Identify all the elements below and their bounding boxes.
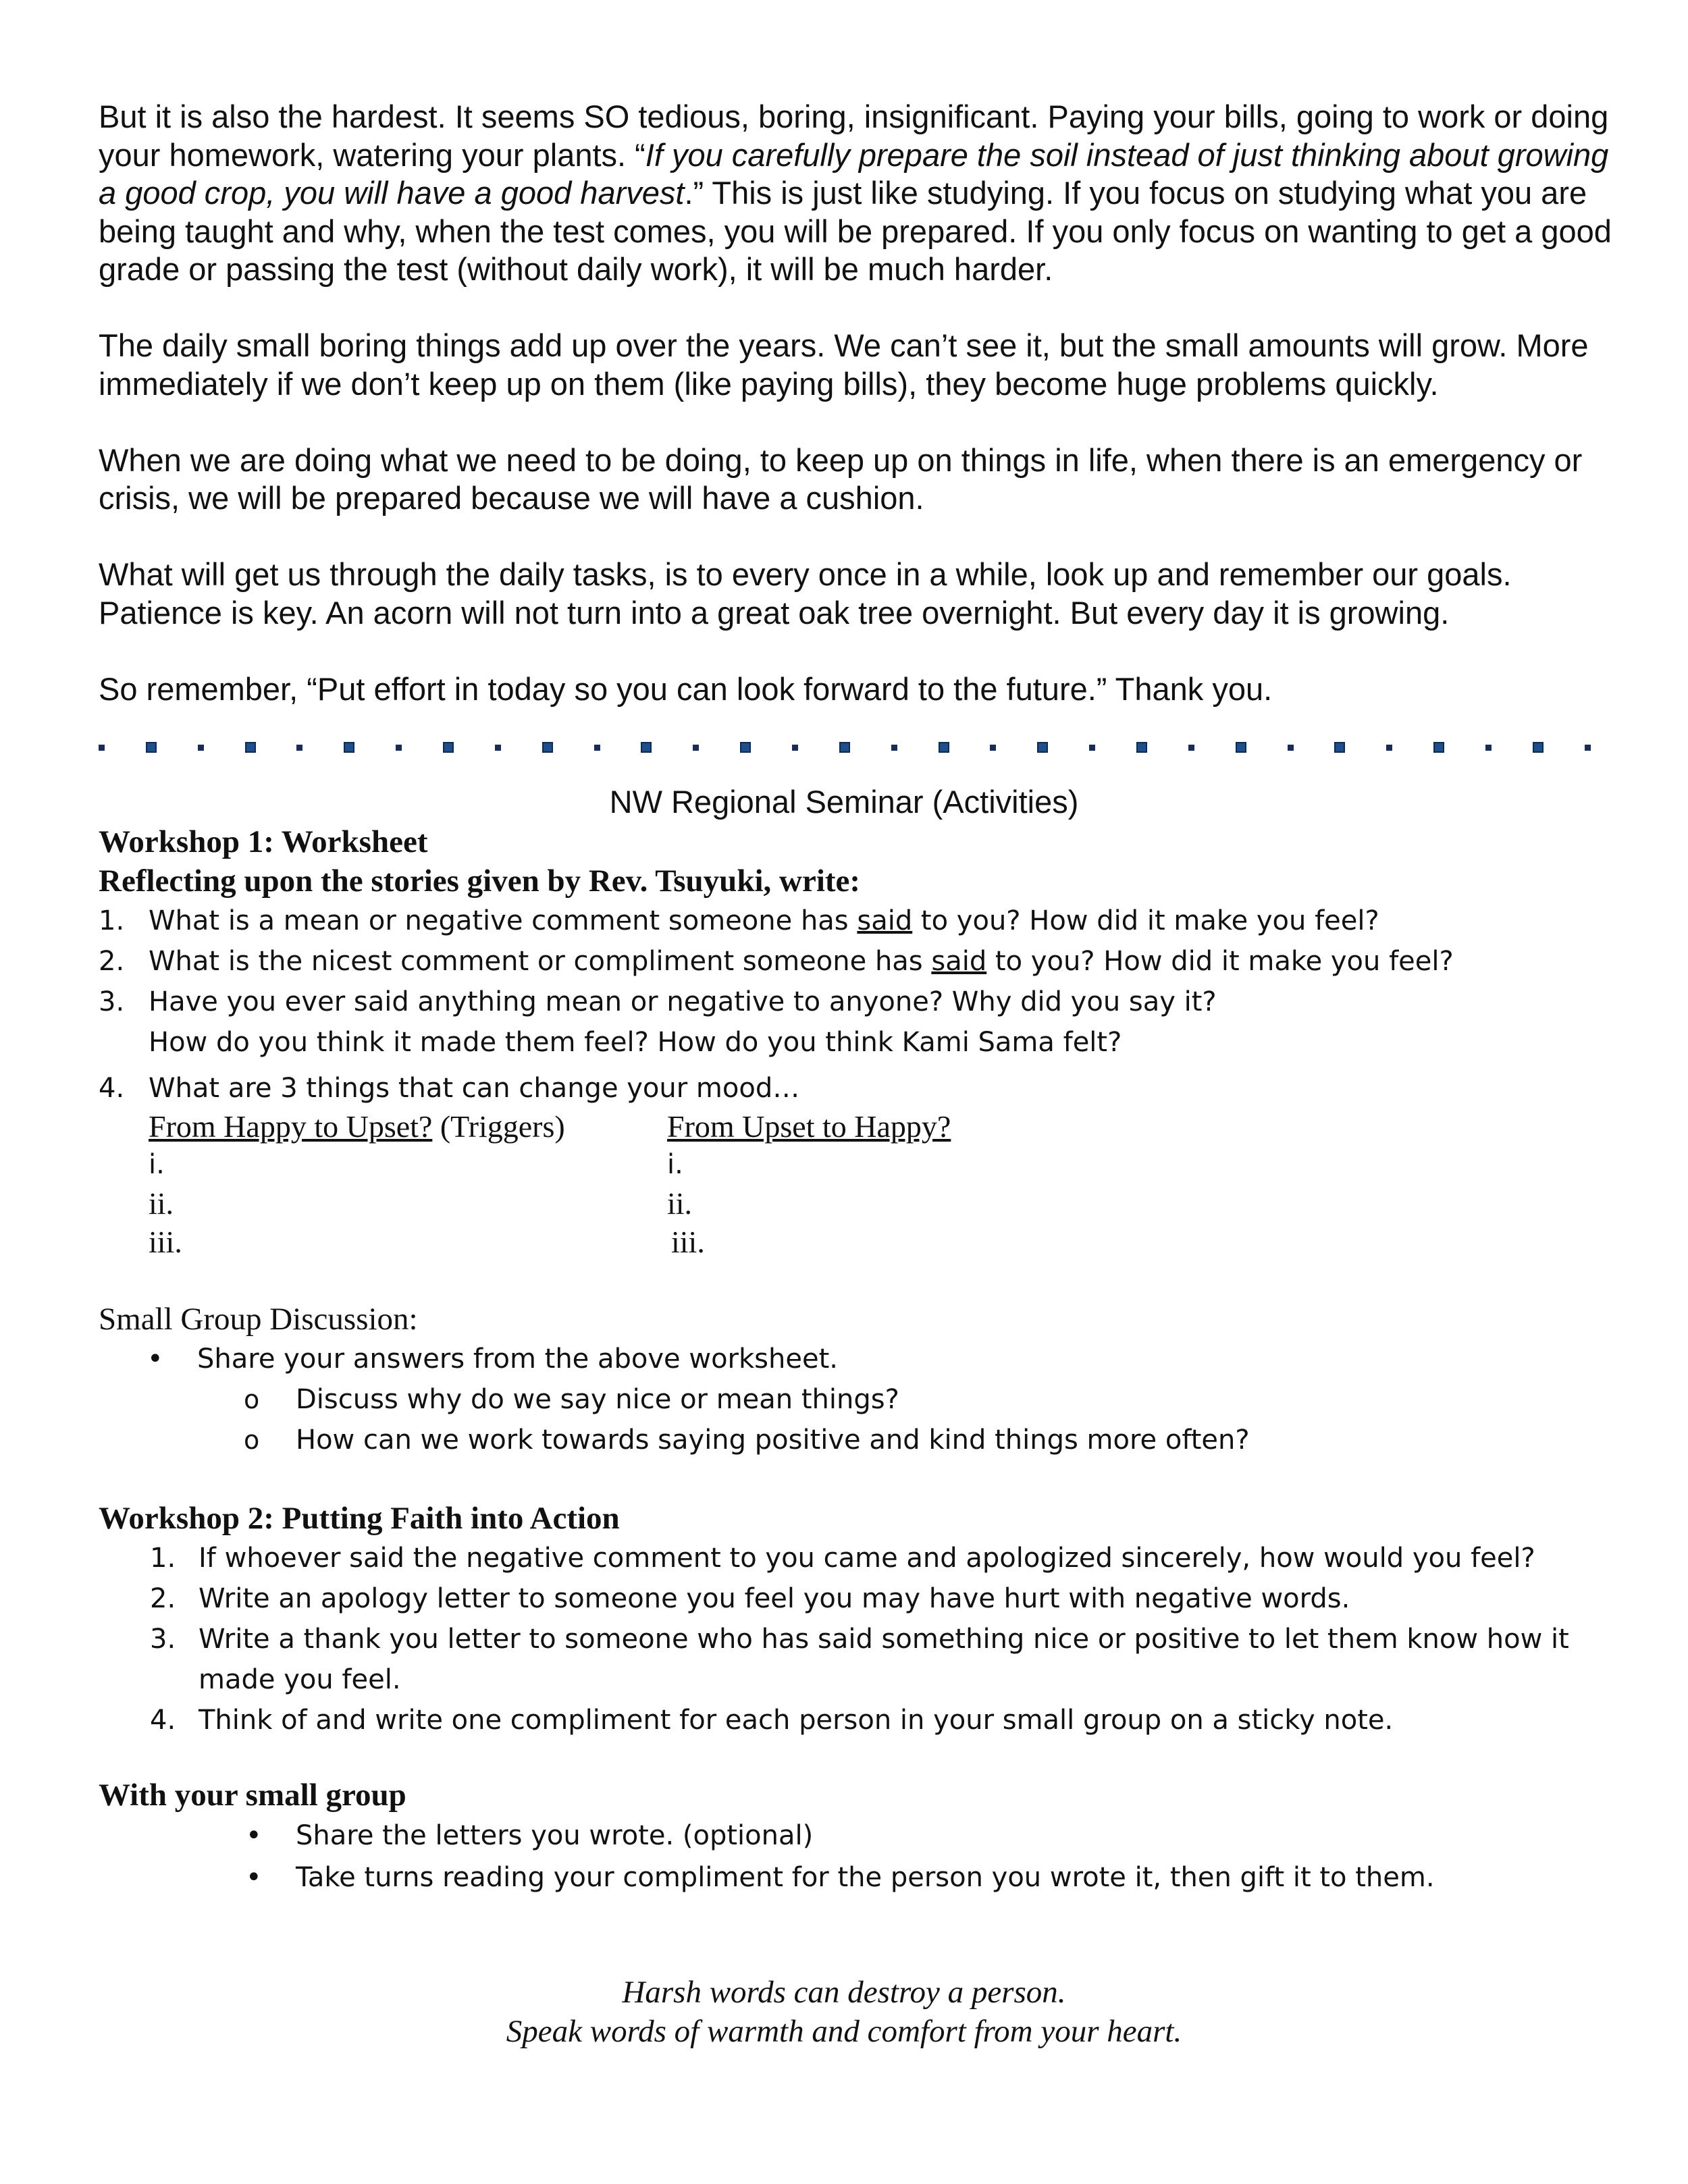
sub-bullet-text: Discuss why do we say nice or mean things? xyxy=(296,1384,899,1415)
essay-paragraph-5: So remember, “Put effort in today so you can look forward to the future.” Thank you. xyxy=(99,670,1273,707)
item-text: If whoever said the negative comment to you came and apologized sincerely, how would you feel? xyxy=(199,1543,1535,1574)
list-item xyxy=(99,1857,1618,1898)
list-item xyxy=(99,1538,1618,1578)
divider-dot xyxy=(792,745,798,751)
list-item xyxy=(99,1619,1618,1700)
mood-row: iii. xyxy=(149,1225,182,1259)
divider-dot xyxy=(594,745,600,751)
item-number: 3. xyxy=(150,1624,176,1655)
divider-dot xyxy=(99,745,105,751)
workshop-2-tasks xyxy=(99,1538,1618,1740)
small-group-heading: With your small group xyxy=(99,1778,406,1813)
mood-left-suffix: (Triggers) xyxy=(432,1109,565,1144)
bullet-icon: • xyxy=(246,1820,262,1851)
divider-dot xyxy=(495,745,501,751)
bullet-text: Share your answers from the above worksheet. xyxy=(197,1343,838,1375)
list-item xyxy=(99,982,1618,1063)
divider-square xyxy=(1236,742,1246,753)
divider-square xyxy=(1037,742,1048,753)
essay-text xyxy=(99,98,1618,747)
circle-bullet-icon: o xyxy=(244,1425,260,1455)
essay-p1-quote: If you carefully prepare the soil instead of just thinking about growing a good crop, you will have a good harvest xyxy=(99,136,1609,211)
list-item xyxy=(99,1379,1618,1420)
divider-square xyxy=(443,742,454,753)
workshop-1 xyxy=(99,822,1618,1109)
closing-line-1: Harsh words can destroy a person. xyxy=(622,1975,1066,2010)
essay-paragraph-3: When we are doing what we need to be doing, to keep up on things in life, when there is an emergency or crisis, we will be prepared because we will have a cushion. xyxy=(99,442,1583,516)
divider-square xyxy=(1136,742,1147,753)
circle-bullet-icon: o xyxy=(244,1385,260,1414)
divider-square xyxy=(1533,742,1544,753)
sub-bullet-text: How can we work towards saying positive and kind things more often? xyxy=(296,1424,1250,1456)
dotted-divider xyxy=(99,739,1591,755)
divider-dot xyxy=(1188,745,1194,751)
divider-square xyxy=(641,742,652,753)
item-number: 3. xyxy=(99,986,125,1017)
bullet-text: Take turns reading your compliment for the person you wrote it, then gift it to them. xyxy=(296,1862,1435,1893)
workshop-2 xyxy=(99,1499,1618,1740)
bullet-icon: • xyxy=(246,1862,262,1893)
item-text: Think of and write one compliment for each person in your small group on a sticky note. xyxy=(199,1705,1394,1736)
closing-quote xyxy=(0,1973,1688,2051)
item-text: What are 3 things that can change your mood… xyxy=(149,1073,800,1104)
mood-column-header xyxy=(149,1107,648,1146)
small-group-section xyxy=(99,1776,1618,1898)
list-item xyxy=(99,1068,1618,1109)
divider-dot xyxy=(1386,745,1392,751)
mood-row: i. xyxy=(667,1149,683,1180)
item-number: 4. xyxy=(99,1073,125,1104)
item-number: 4. xyxy=(150,1705,176,1736)
list-item xyxy=(99,1815,1618,1857)
item-text: What is the nicest comment or compliment someone has xyxy=(149,946,932,977)
divider-dot xyxy=(198,745,204,751)
mood-left-header: From Happy to Upset? xyxy=(149,1109,433,1144)
list-item xyxy=(99,1700,1618,1740)
divider-square xyxy=(542,742,553,753)
divider-dot xyxy=(1089,745,1095,751)
essay-p1-part-b: .” This is just like studying. If you focus on studying what you are being taught and why, when the test comes, you will be prepared. If you only focus on wanting to get a good grade or passing the test (without daily work), it will be much harder. xyxy=(99,175,1612,287)
discussion-heading: Small Group Discussion: xyxy=(99,1302,418,1337)
list-item xyxy=(99,1420,1618,1460)
essay-paragraph-2: The daily small boring things add up over the years. We can’t see it, but the small amounts will grow. More immediately if we don’t keep up on them (like paying bills), they become huge problems quickly. xyxy=(99,327,1589,402)
item-number: 2. xyxy=(99,946,125,977)
item-text-line-1: Have you ever said anything mean or negative to anyone? Why did you say it? xyxy=(149,986,1217,1017)
mood-column-upset-to-happy xyxy=(667,1107,1086,1261)
item-text: What is a mean or negative comment someone has xyxy=(149,905,858,936)
divider-dot xyxy=(1585,745,1591,751)
workshop-1-heading: Workshop 1: Worksheet xyxy=(99,824,428,859)
list-item xyxy=(99,1339,1618,1379)
divider-dot xyxy=(296,745,302,751)
divider-square xyxy=(344,742,354,753)
divider-square xyxy=(839,742,850,753)
item-number: 1. xyxy=(99,905,125,936)
divider-dot xyxy=(1485,745,1492,751)
essay-p1-part-a: But it is also the hardest. It seems SO tedious, boring, insignificant. Paying your bills, going to work or doing your homework, watering your plants. “ xyxy=(99,99,1609,173)
closing-line-2: Speak words of warmth and comfort from your heart. xyxy=(506,2014,1182,2049)
item-number: 2. xyxy=(150,1583,176,1614)
mood-row: i. xyxy=(149,1149,165,1180)
item-underlined-word: said xyxy=(857,905,913,936)
small-group-discussion xyxy=(99,1300,1618,1460)
divider-square xyxy=(245,742,256,753)
item-text: Write an apology letter to someone you feel you may have hurt with negative words. xyxy=(199,1583,1350,1614)
divider-square xyxy=(1433,742,1444,753)
discussion-bullets xyxy=(99,1339,1618,1460)
essay-paragraph-4: What will get us through the daily tasks, is to every once in a while, look up and remember our goals. Patience is key. An acorn will not turn into a great oak tree overnight. But every day it is growing. xyxy=(99,556,1512,631)
mood-row: ii. xyxy=(667,1186,693,1221)
list-item xyxy=(99,901,1618,941)
mood-column-header xyxy=(667,1107,1086,1146)
list-item xyxy=(99,1578,1618,1619)
divider-dot xyxy=(891,745,897,751)
mood-row: ii. xyxy=(149,1186,174,1221)
divider-dot xyxy=(1288,745,1294,751)
workshop-1-subheading: Reflecting upon the stories given by Rev. Tsuyuki, write: xyxy=(99,863,861,899)
divider-square xyxy=(740,742,751,753)
mood-row: iii. xyxy=(671,1225,705,1259)
list-item xyxy=(99,941,1618,982)
item-text-line-2: How do you think it made them feel? How do you think Kami Sama felt? xyxy=(149,1027,1122,1058)
mood-column-happy-to-upset xyxy=(149,1107,648,1261)
item-underlined-word: said xyxy=(931,946,987,977)
divider-dot xyxy=(990,745,996,751)
divider-dot xyxy=(396,745,402,751)
essay-paragraph-1 xyxy=(99,98,1618,289)
item-text: Write a thank you letter to someone who has said something nice or positive to let them know how it made you feel. xyxy=(199,1624,1569,1695)
item-text-end: to you? How did it make you feel? xyxy=(986,946,1454,977)
small-group-bullets xyxy=(99,1815,1618,1898)
section-title: NW Regional Seminar (Activities) xyxy=(609,784,1079,820)
divider-square xyxy=(939,742,949,753)
item-number: 1. xyxy=(150,1543,176,1574)
divider-square xyxy=(1334,742,1345,753)
item-text-end: to you? How did it make you feel? xyxy=(912,905,1379,936)
mood-right-header: From Upset to Happy? xyxy=(667,1109,951,1144)
workshop-1-questions xyxy=(99,901,1618,1109)
divider-square xyxy=(146,742,157,753)
divider-dot xyxy=(693,745,699,751)
workshop-2-heading: Workshop 2: Putting Faith into Action xyxy=(99,1501,620,1536)
bullet-icon: • xyxy=(147,1343,163,1375)
bullet-text: Share the letters you wrote. (optional) xyxy=(296,1820,814,1851)
